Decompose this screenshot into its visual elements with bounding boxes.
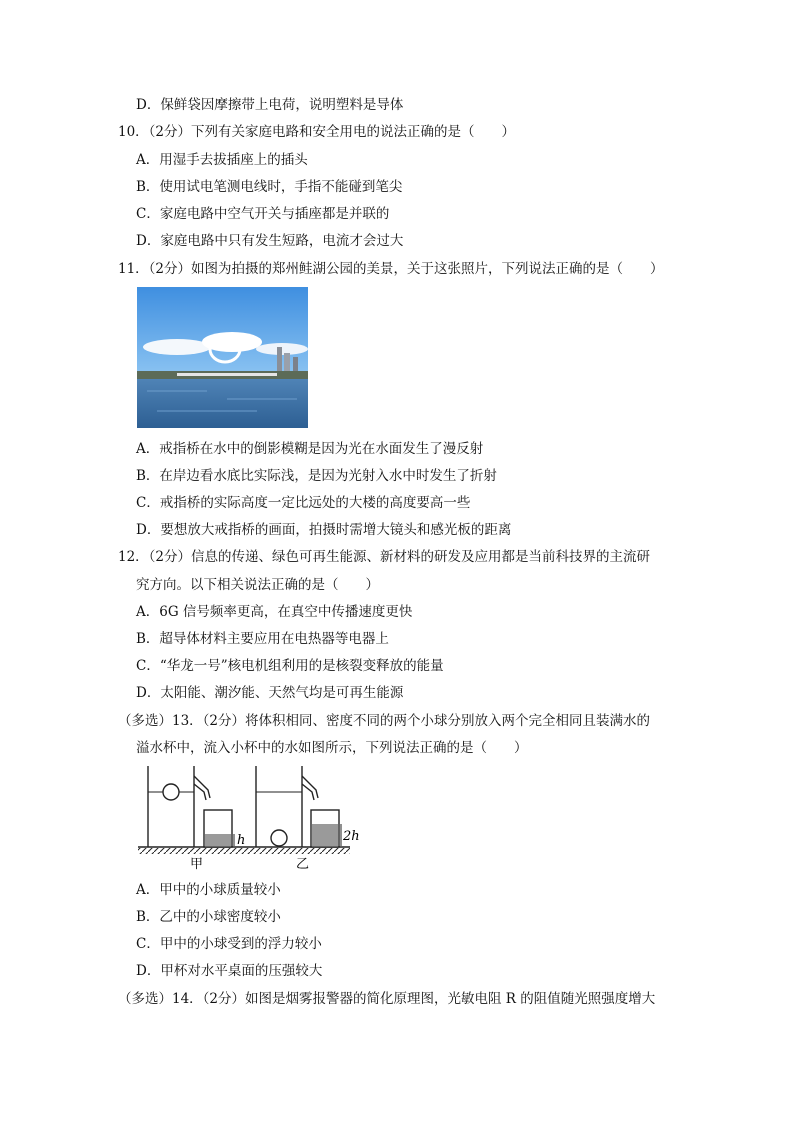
q10-option-c: C．家庭电路中空气开关与插座都是并联的 <box>136 206 390 222</box>
small-cup-left <box>204 810 245 848</box>
q12-stem-line2: 究方向。以下相关说法正确的是（ ） <box>136 577 379 593</box>
small-cup-right <box>311 810 360 847</box>
q12-stem-line1: 12．（2分）信息的传递、绿色可再生能源、新材料的研发及应用都是当前科技界的主流研 <box>118 549 651 565</box>
q13-stem-line2: 溢水杯中，流入小杯中的水如图所示，下列说法正确的是（ ） <box>136 740 528 756</box>
q10-stem: 10．（2分）下列有关家庭电路和安全用电的说法正确的是（ ） <box>118 124 516 140</box>
lake-photo <box>137 287 308 428</box>
q13-option-c: C．甲中的小球受到的浮力较小 <box>136 936 322 952</box>
q12-option-b: B．超导体材料主要应用在电热器等电器上 <box>136 631 389 647</box>
label-yi: 乙 <box>296 857 310 872</box>
q11-option-b: B．在岸边看水底比实际浅，是因为光射入水中时发生了折射 <box>136 468 497 484</box>
q12-option-d: D．太阳能、潮汐能、天然气均是可再生能源 <box>136 685 404 701</box>
q11-option-c: C．戒指桥的实际高度一定比远处的大楼的高度要高一些 <box>136 495 471 511</box>
q13-option-a: A．甲中的小球质量较小 <box>136 882 281 898</box>
q10-option-d: D．家庭电路中只有发生短路，电流才会过大 <box>136 233 404 249</box>
overflow-cup-right <box>256 766 318 847</box>
q10-option-b: B．使用试电笔测电线时，手指不能碰到笔尖 <box>136 179 403 195</box>
overflow-cup-left <box>148 766 210 847</box>
q12-option-c: C．“华龙一号”核电机组利用的是核裂变释放的能量 <box>136 658 444 674</box>
ball-left <box>163 784 179 800</box>
q10-option-a: A．用湿手去拔插座上的插头 <box>136 152 308 168</box>
q13-option-b: B．乙中的小球密度较小 <box>136 909 281 925</box>
h-label-left: h <box>237 833 246 848</box>
q12-option-a: A．6G 信号频率更高，在真空中传播速度更快 <box>136 604 413 620</box>
q9-option-d: D．保鲜袋因摩擦带上电荷，说明塑料是导体 <box>136 97 404 113</box>
q11-option-a: A．戒指桥在水中的倒影模糊是因为光在水面发生了漫反射 <box>136 441 484 457</box>
overflow-cup-diagram <box>136 762 360 878</box>
q11-option-d: D．要想放大戒指桥的画面，拍摄时需增大镜头和感光板的距离 <box>136 522 512 538</box>
q14-stem-line1: （多选）14．（2分）如图是烟雾报警器的简化原理图，光敏电阻 R 的阻值随光照强度增大 <box>118 991 656 1007</box>
q13-stem-line1: （多选）13．（2分）将体积相同、密度不同的两个小球分别放入两个完全相同且装满水的 <box>118 713 651 729</box>
ball-right <box>271 830 287 846</box>
h-label-right: 2h <box>343 829 360 844</box>
label-jia: 甲 <box>190 857 204 872</box>
q11-stem: 11．（2分）如图为拍摄的郑州鲑湖公园的美景，关于这张照片，下列说法正确的是（ ） <box>118 261 664 277</box>
q13-option-d: D．甲杯对水平桌面的压强较大 <box>136 963 323 979</box>
